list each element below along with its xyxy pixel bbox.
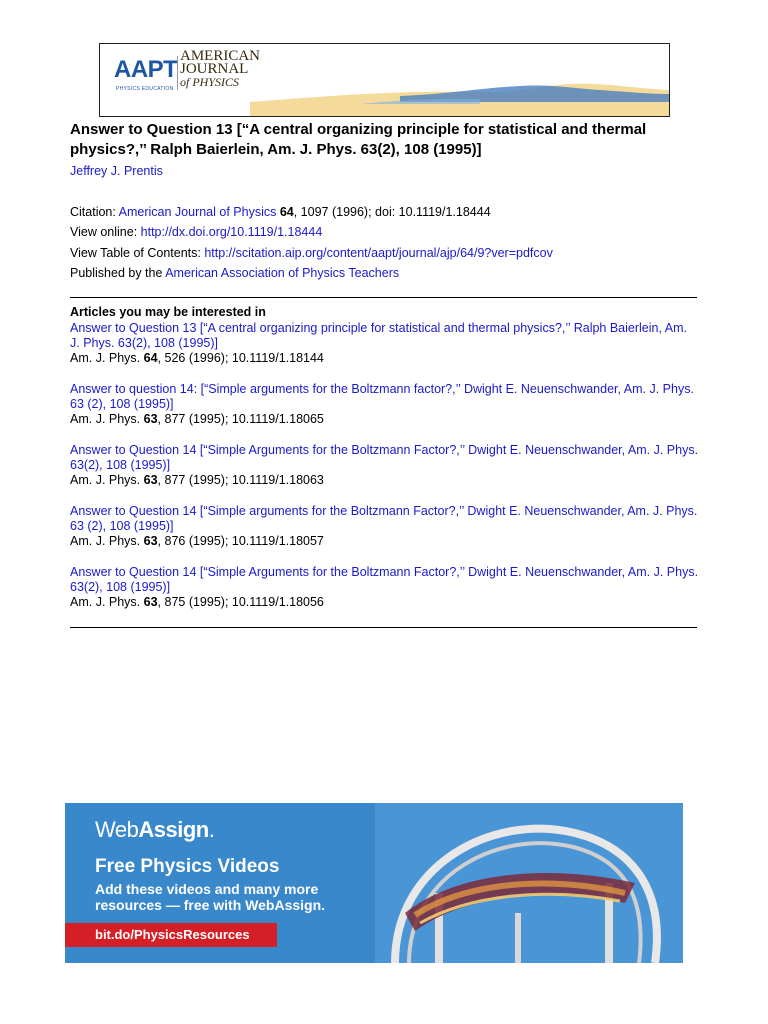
related-article-link[interactable]: Answer to question 14: [“Simple arguments for the Boltzmann factor?,’’ Dwight E. Neuenschwander, Am. J. Phys. 63 (2), 108 (1995)] bbox=[70, 382, 694, 411]
ad-url[interactable]: bit.do/PhysicsResources bbox=[95, 927, 250, 942]
toc-link[interactable]: http://scitation.aip.org/content/aapt/journal/ajp/64/9?ver=pdfcov bbox=[204, 246, 553, 260]
view-online-line bbox=[70, 225, 710, 239]
related-article-ref: Am. J. Phys. 63, 876 (1995); 10.1119/1.18057 bbox=[70, 534, 324, 548]
aapt-logo-subtitle: PHYSICS EDUCATION bbox=[116, 86, 174, 92]
related-article-ref: Am. J. Phys. 63, 877 (1995); 10.1119/1.18065 bbox=[70, 412, 324, 426]
ad-headline: Free Physics Videos bbox=[95, 856, 280, 877]
related-article bbox=[70, 504, 700, 549]
citation-volume: 64 bbox=[279, 205, 294, 219]
related-article bbox=[70, 321, 700, 366]
article-title: Answer to Question 13 [“A central organizing principle for statistical and thermal physics?,’’ Ralph Baierlein, Am. J. Phys. 63(2), 108 (1995)] bbox=[70, 121, 647, 158]
related-article bbox=[70, 443, 700, 488]
webassign-logo: WebAssign. bbox=[95, 817, 215, 842]
related-heading: Articles you may be interested in bbox=[70, 305, 266, 319]
citation-label: Citation: bbox=[70, 205, 119, 219]
toc-line bbox=[70, 246, 710, 260]
related-article-ref: Am. J. Phys. 63, 877 (1995); 10.1119/1.18063 bbox=[70, 473, 324, 487]
related-article-ref: Am. J. Phys. 63, 875 (1995); 10.1119/1.18056 bbox=[70, 595, 324, 609]
related-article-link[interactable]: Answer to Question 14 [“Simple Arguments for the Boltzmann Factor?,’’ Dwight E. Neuenschwander, Am. J. Phys. 63(2), 108 (1995)] bbox=[70, 443, 699, 472]
related-article bbox=[70, 565, 700, 610]
divider-top bbox=[70, 297, 697, 298]
ajp-logo-line1: AMERICAN bbox=[180, 48, 261, 64]
ad-url-bar[interactable] bbox=[65, 923, 277, 947]
banner-divider bbox=[177, 56, 178, 90]
toc-label: View Table of Contents: bbox=[70, 246, 205, 260]
ajp-logo bbox=[180, 50, 260, 89]
related-article-link[interactable]: Answer to Question 13 [“A central organizing principle for statistical and thermal physics?,’’ Ralph Baierlein, Am. J. Phys. 63(2), 108 (1995)] bbox=[70, 321, 687, 350]
roller-coaster-image bbox=[375, 803, 683, 963]
published-label: Published by the bbox=[70, 266, 166, 280]
ad-subtext: Add these videos and many more resources — free with WebAssign. bbox=[95, 881, 326, 913]
webassign-ad[interactable] bbox=[65, 803, 683, 963]
ajp-logo-line3: of PHYSICS bbox=[180, 75, 240, 89]
aapt-logo: AAPT bbox=[114, 56, 178, 83]
related-article-link[interactable]: Answer to Question 14 [“Simple Arguments for the Boltzmann Factor?,’’ Dwight E. Neuenschwander, Am. J. Phys. 63(2), 108 (1995)] bbox=[70, 565, 699, 594]
author-link[interactable]: Jeffrey J. Prentis bbox=[70, 164, 163, 178]
ajp-logo-line2: JOURNAL bbox=[180, 61, 249, 77]
related-article-link[interactable]: Answer to Question 14 [“Simple arguments for the Boltzmann Factor?,’’ Dwight E. Neuenschwander, Am. J. Phys. 63 (2), 108 (1995)] bbox=[70, 504, 698, 533]
divider-bottom bbox=[70, 627, 697, 628]
journal-banner[interactable] bbox=[99, 43, 670, 117]
published-line bbox=[70, 266, 710, 280]
citation-line bbox=[70, 205, 710, 219]
citation-rest: , 1097 (1996); doi: 10.1119/1.18444 bbox=[293, 205, 491, 219]
view-online-label: View online: bbox=[70, 225, 141, 239]
view-online-link[interactable]: http://dx.doi.org/10.1119/1.18444 bbox=[140, 225, 323, 239]
related-article bbox=[70, 382, 700, 427]
publisher-link[interactable]: American Association of Physics Teachers bbox=[165, 266, 400, 280]
citation-journal-link[interactable]: American Journal of Physics bbox=[118, 205, 277, 219]
related-article-ref: Am. J. Phys. 64, 526 (1996); 10.1119/1.18144 bbox=[70, 351, 324, 365]
